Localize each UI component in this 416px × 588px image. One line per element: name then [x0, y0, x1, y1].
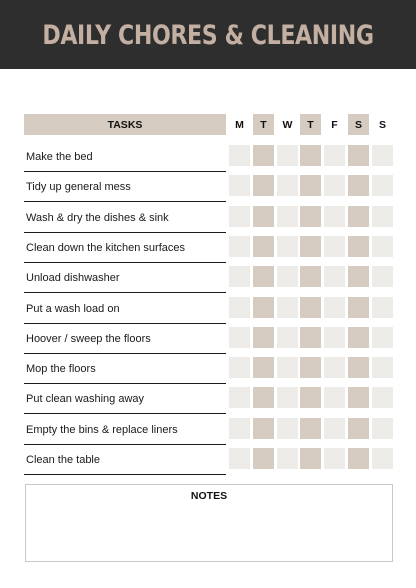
checkbox-cell[interactable] — [253, 448, 274, 469]
checkbox-cell[interactable] — [229, 297, 250, 318]
checkbox-cell[interactable] — [348, 297, 369, 318]
checkbox-cell[interactable] — [253, 266, 274, 287]
checkbox-cell[interactable] — [300, 206, 321, 227]
checkbox-cell[interactable] — [253, 418, 274, 439]
checkbox-cell[interactable] — [300, 175, 321, 196]
task-row-label: Empty the bins & replace liners — [24, 416, 226, 445]
checkbox-cell[interactable] — [229, 418, 250, 439]
checkbox-cell[interactable] — [300, 327, 321, 348]
day-header-6: S — [378, 118, 386, 131]
checkbox-cell[interactable] — [372, 297, 393, 318]
checkbox-cell[interactable] — [229, 357, 250, 378]
checkbox-cell[interactable] — [300, 145, 321, 166]
checkbox-cell[interactable] — [277, 327, 298, 348]
checkbox-cell[interactable] — [253, 327, 274, 348]
checkbox-cell[interactable] — [300, 357, 321, 378]
checkbox-cell[interactable] — [300, 236, 321, 257]
notes-box[interactable] — [25, 484, 393, 562]
checkbox-cell[interactable] — [229, 145, 250, 166]
checkbox-cell[interactable] — [324, 357, 345, 378]
checkbox-cell[interactable] — [372, 448, 393, 469]
day-header-4: F — [331, 118, 338, 131]
task-row-label: Clean down the kitchen surfaces — [24, 234, 226, 263]
checkbox-cell[interactable] — [324, 387, 345, 408]
task-row-label: Make the bed — [24, 143, 226, 172]
checkbox-cell[interactable] — [372, 418, 393, 439]
header-banner — [0, 0, 416, 69]
checkbox-cell[interactable] — [277, 145, 298, 166]
day-header-2: W — [282, 118, 293, 131]
checkbox-cell[interactable] — [253, 175, 274, 196]
task-row-label: Unload dishwasher — [24, 264, 226, 293]
checkbox-cell[interactable] — [277, 236, 298, 257]
checkbox-cell[interactable] — [277, 418, 298, 439]
task-row-label: Put clean washing away — [24, 385, 226, 414]
checkbox-cell[interactable] — [300, 297, 321, 318]
checkbox-cell[interactable] — [324, 266, 345, 287]
task-row-label: Hoover / sweep the floors — [24, 325, 226, 354]
checkbox-cell[interactable] — [253, 297, 274, 318]
checkbox-cell[interactable] — [324, 236, 345, 257]
checkbox-cell[interactable] — [253, 145, 274, 166]
checkbox-cell[interactable] — [229, 448, 250, 469]
checkbox-cell[interactable] — [372, 175, 393, 196]
checkbox-cell[interactable] — [348, 418, 369, 439]
checkbox-cell[interactable] — [277, 357, 298, 378]
checkbox-cell[interactable] — [348, 387, 369, 408]
checkbox-cell[interactable] — [277, 448, 298, 469]
checkbox-cell[interactable] — [229, 175, 250, 196]
day-header-5: S — [348, 114, 369, 135]
checkbox-cell[interactable] — [348, 175, 369, 196]
checkbox-cell[interactable] — [229, 206, 250, 227]
checkbox-cell[interactable] — [300, 418, 321, 439]
checkbox-cell[interactable] — [253, 387, 274, 408]
checkbox-cell[interactable] — [348, 448, 369, 469]
checkbox-cell[interactable] — [372, 387, 393, 408]
tasks-column-header: TASKS — [24, 114, 226, 135]
checkbox-cell[interactable] — [324, 418, 345, 439]
checkbox-cell[interactable] — [229, 387, 250, 408]
checkbox-cell[interactable] — [324, 175, 345, 196]
checkbox-cell[interactable] — [229, 266, 250, 287]
task-row-label: Mop the floors — [24, 355, 226, 384]
checkbox-cell[interactable] — [253, 236, 274, 257]
checkbox-cell[interactable] — [277, 175, 298, 196]
checkbox-cell[interactable] — [229, 327, 250, 348]
day-header-1: T — [253, 114, 274, 135]
checkbox-cell[interactable] — [253, 357, 274, 378]
checkbox-cell[interactable] — [372, 145, 393, 166]
page-title: DAILY CHORES & CLEANING — [42, 20, 374, 51]
checkbox-cell[interactable] — [372, 357, 393, 378]
checkbox-cell[interactable] — [324, 206, 345, 227]
checkbox-cell[interactable] — [277, 297, 298, 318]
checkbox-cell[interactable] — [372, 266, 393, 287]
checkbox-cell[interactable] — [277, 266, 298, 287]
notes-label: NOTES — [190, 490, 228, 502]
task-row-label: Put a wash load on — [24, 295, 226, 324]
checkbox-cell[interactable] — [277, 206, 298, 227]
checkbox-cell[interactable] — [348, 145, 369, 166]
checkbox-cell[interactable] — [348, 327, 369, 348]
checkbox-cell[interactable] — [229, 236, 250, 257]
checkbox-cell[interactable] — [300, 387, 321, 408]
checkbox-cell[interactable] — [324, 297, 345, 318]
checkbox-cell[interactable] — [372, 236, 393, 257]
checkbox-cell[interactable] — [348, 266, 369, 287]
checkbox-cell[interactable] — [348, 357, 369, 378]
checkbox-cell[interactable] — [300, 448, 321, 469]
checkbox-cell[interactable] — [324, 145, 345, 166]
checkbox-cell[interactable] — [324, 448, 345, 469]
day-header-0: M — [235, 118, 244, 131]
checkbox-cell[interactable] — [324, 327, 345, 348]
checkbox-cell[interactable] — [277, 387, 298, 408]
task-row-label: Clean the table — [24, 446, 226, 475]
checkbox-cell[interactable] — [253, 206, 274, 227]
day-header-3: T — [300, 114, 321, 135]
checkbox-cell[interactable] — [372, 206, 393, 227]
checkbox-cell[interactable] — [348, 236, 369, 257]
task-row-label: Tidy up general mess — [24, 173, 226, 202]
checkbox-cell[interactable] — [372, 327, 393, 348]
task-row-label: Wash & dry the dishes & sink — [24, 204, 226, 233]
checkbox-cell[interactable] — [348, 206, 369, 227]
checkbox-cell[interactable] — [300, 266, 321, 287]
